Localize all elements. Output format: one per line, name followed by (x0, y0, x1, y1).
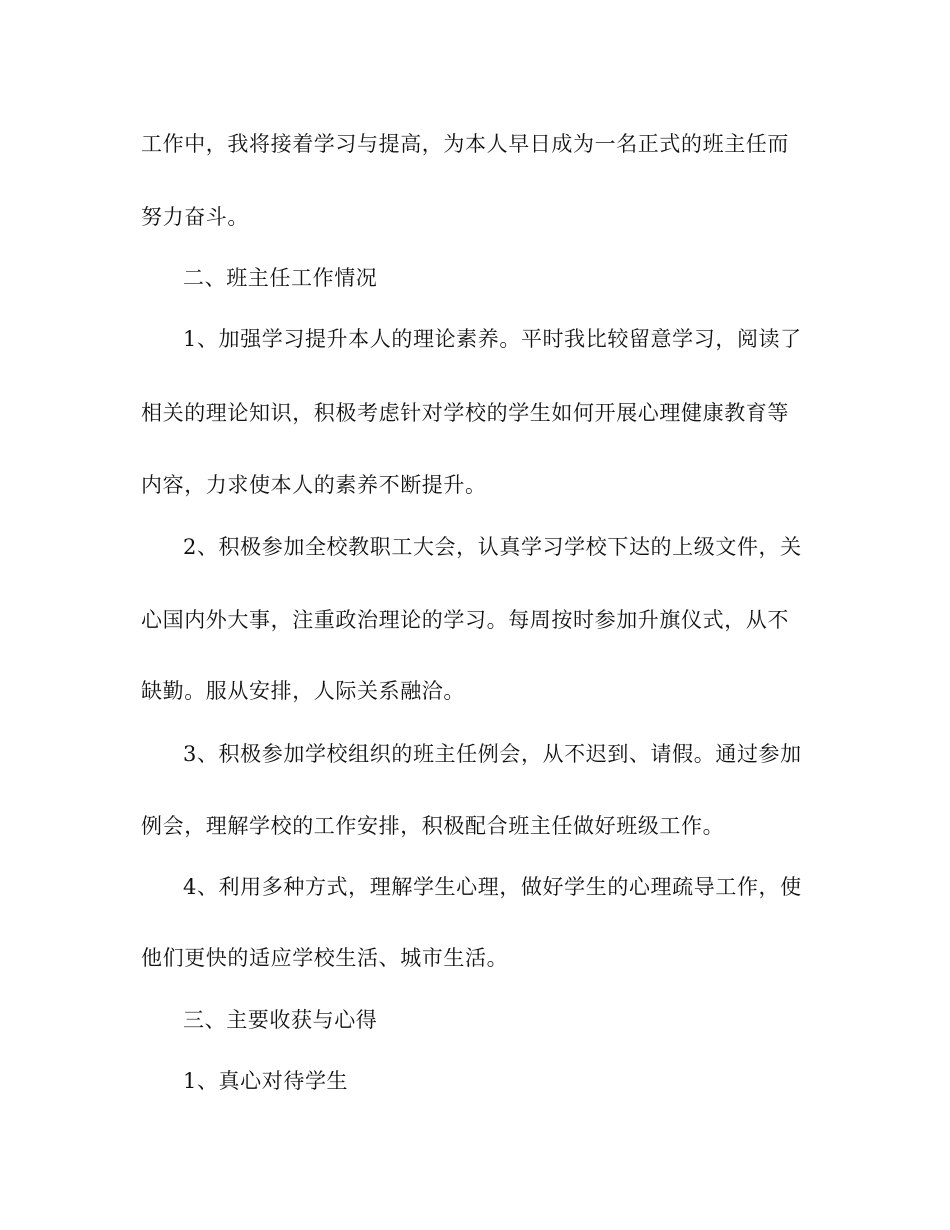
paragraph-line: 4、利用多种方式，理解学生心理，做好学生的心理疏导工作，使 (183, 875, 802, 899)
paragraph-line: 例会，理解学校的工作安排，积极配合班主任做好班级工作。 (141, 814, 725, 838)
paragraph-line: 心国内外大事，注重政治理论的学习。每周按时参加升旗仪式，从不 (141, 608, 789, 632)
paragraph-line: 3、积极参加学校组织的班主任例会，从不迟到、请假。通过参加 (183, 742, 802, 766)
paragraph-line: 相关的理论知识，积极考虑针对学校的学生如何开展心理健康教育等 (141, 401, 789, 425)
subsection-heading: 1、真心对待学生 (183, 1069, 349, 1093)
paragraph-line: 内容，力求使本人的素养不断提升。 (141, 473, 487, 497)
paragraph-line: 工作中，我将接着学习与提高，为本人早日成为一名正式的班主任而 (141, 132, 789, 156)
section-heading: 三、主要收获与心得 (183, 1008, 378, 1032)
paragraph-line: 2、积极参加全校教职工大会，认真学习学校下达的上级文件，关 (183, 535, 802, 559)
paragraph-line: 努力奋斗。 (141, 205, 249, 229)
section-heading: 二、班主任工作情况 (183, 266, 378, 290)
paragraph-line: 他们更快的适应学校生活、城市生活。 (141, 946, 509, 970)
paragraph-line: 1、加强学习提升本人的理论素养。平时我比较留意学习，阅读了 (183, 327, 802, 351)
paragraph-line: 缺勤。服从安排，人际关系融洽。 (141, 679, 465, 703)
